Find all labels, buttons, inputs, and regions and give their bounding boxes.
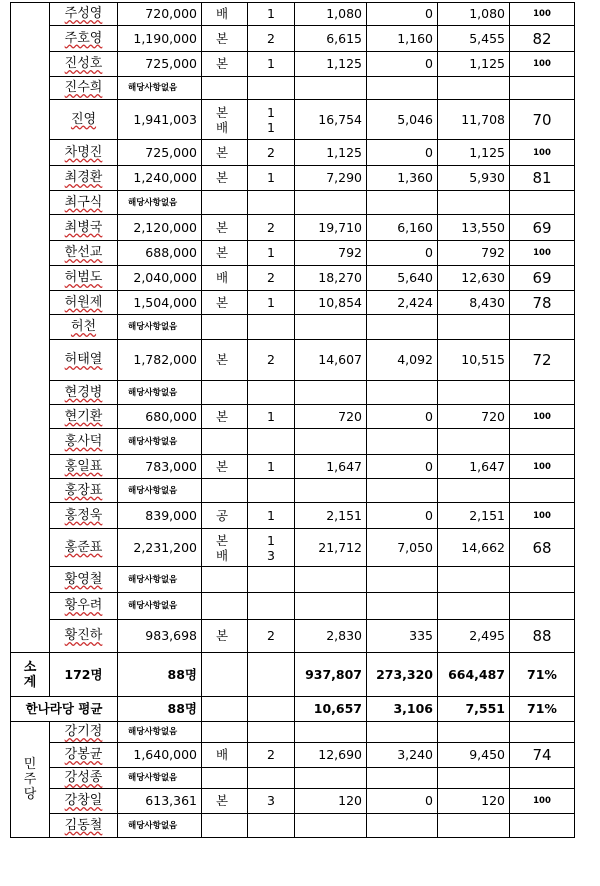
percent-cell: 71% [510,697,575,722]
value-cell: 10,515 [438,340,510,381]
empty-cell [295,814,367,838]
table-row [11,166,575,191]
value-cell: 5,455 [438,26,510,52]
type-cell: 본 [202,140,248,166]
empty-cell [202,381,248,405]
salary-cell: 983,698 [118,620,202,653]
empty-cell [202,429,248,455]
type-cell: 본 [202,215,248,241]
table-row [11,455,575,479]
table-row [11,266,575,291]
empty-cell [438,429,510,455]
empty-cell [438,722,510,743]
type-cell: 본 [202,455,248,479]
value-cell: 120 [295,789,367,814]
member-name: 홍일표 [50,455,118,479]
empty-cell [202,768,248,789]
value-cell: 11,708 [438,100,510,140]
party-label [11,722,50,838]
value-cell: 1,125 [438,140,510,166]
empty-cell [510,567,575,593]
value-cell: 2,151 [438,503,510,529]
empty-cell [202,814,248,838]
not-applicable-note: 해당사항없음 [118,77,202,100]
table-row [11,52,575,77]
table-row [11,768,575,789]
not-applicable-note: 해당사항없음 [118,381,202,405]
table-body [11,3,575,838]
empty-cell [248,697,295,722]
member-name: 현경병 [50,381,118,405]
filer-count: 88명 [118,653,202,697]
empty-cell [202,315,248,340]
member-name: 한선교 [50,241,118,266]
table-row [11,140,575,166]
count-cell: 1 [248,503,295,529]
value-cell: 720 [438,405,510,429]
empty-cell [510,768,575,789]
empty-cell [367,768,438,789]
count-cell: 1 [248,52,295,77]
value-cell: 2,424 [367,291,438,315]
salary-cell: 1,504,000 [118,291,202,315]
count-cell: 2 [248,140,295,166]
value-cell: 7,551 [438,697,510,722]
count-cell: 2 [248,266,295,291]
empty-cell [202,697,248,722]
value-cell: 19,710 [295,215,367,241]
table-row [11,593,575,620]
empty-cell [295,722,367,743]
percent-cell: 100 [510,455,575,479]
average-label: 한나라당 평균 [11,697,118,722]
member-name: 진영 [50,100,118,140]
value-cell: 1,647 [295,455,367,479]
empty-cell [367,567,438,593]
value-cell: 792 [438,241,510,266]
empty-cell [367,479,438,503]
empty-cell [295,315,367,340]
empty-cell [438,381,510,405]
salary-cell: 2,040,000 [118,266,202,291]
empty-cell [202,593,248,620]
value-cell: 273,320 [367,653,438,697]
empty-cell [438,77,510,100]
value-cell: 16,754 [295,100,367,140]
percent-cell: 100 [510,241,575,266]
table-row [11,722,575,743]
value-cell: 9,450 [438,743,510,768]
type-cell: 공 [202,503,248,529]
table-row [11,77,575,100]
empty-cell [367,429,438,455]
value-cell: 7,290 [295,166,367,191]
type-cell: 배 [202,743,248,768]
table-row [11,100,575,140]
empty-cell [202,479,248,503]
table-row [11,789,575,814]
empty-cell [295,77,367,100]
value-cell: 1,125 [438,52,510,77]
percent-cell: 69 [510,215,575,241]
value-cell: 5,046 [367,100,438,140]
empty-cell [510,315,575,340]
empty-cell [202,77,248,100]
empty-cell [367,593,438,620]
value-cell: 2,151 [295,503,367,529]
count-value: 3 [267,547,275,563]
value-cell: 2,830 [295,620,367,653]
filer-count: 88명 [118,697,202,722]
count-cell: 2 [248,340,295,381]
table-row [11,529,575,567]
value-cell: 21,712 [295,529,367,567]
member-name: 강봉균 [50,743,118,768]
empty-cell [248,77,295,100]
type-cell: 본 [202,291,248,315]
value-cell: 0 [367,3,438,26]
party-label-char: 주 [23,772,37,787]
type-cell: 본 [202,620,248,653]
not-applicable-note: 해당사항없음 [118,479,202,503]
value-cell: 18,270 [295,266,367,291]
subtotal-label-char: 계 [23,674,37,690]
table-row [11,291,575,315]
percent-cell: 81 [510,166,575,191]
empty-cell [295,768,367,789]
type-value: 배 [216,547,229,563]
table-row [11,503,575,529]
value-cell: 5,640 [367,266,438,291]
empty-cell [510,722,575,743]
not-applicable-note: 해당사항없음 [118,768,202,789]
type-value: 본 [216,104,229,120]
value-cell: 2,495 [438,620,510,653]
empty-cell [202,191,248,215]
empty-cell [367,814,438,838]
percent-cell: 82 [510,26,575,52]
member-name: 강기정 [50,722,118,743]
empty-cell [438,191,510,215]
salary-cell: 688,000 [118,241,202,266]
value-cell: 937,807 [295,653,367,697]
member-name: 허태열 [50,340,118,381]
value-cell: 10,854 [295,291,367,315]
member-name: 홍사덕 [50,429,118,455]
member-name: 허범도 [50,266,118,291]
empty-cell [510,191,575,215]
value-cell: 10,657 [295,697,367,722]
table-row [11,620,575,653]
table-row [11,381,575,405]
member-name: 강성종 [50,768,118,789]
member-name: 황우려 [50,593,118,620]
member-name: 홍정욱 [50,503,118,529]
empty-cell [248,429,295,455]
value-cell: 7,050 [367,529,438,567]
value-cell: 0 [367,405,438,429]
value-cell: 14,662 [438,529,510,567]
percent-cell: 68 [510,529,575,567]
salary-cell: 680,000 [118,405,202,429]
member-name: 주성영 [50,3,118,26]
salary-cell: 1,190,000 [118,26,202,52]
empty-cell [248,315,295,340]
percent-cell: 72 [510,340,575,381]
empty-cell [510,77,575,100]
value-cell: 3,240 [367,743,438,768]
party-label-char: 민 [23,757,37,772]
table-row [11,429,575,455]
type-cell: 본 [202,340,248,381]
empty-cell [438,567,510,593]
member-name: 김동철 [50,814,118,838]
value-cell: 1,360 [367,166,438,191]
count-cell: 3 [248,789,295,814]
empty-cell [295,479,367,503]
type-cell: 배 [202,3,248,26]
value-cell: 720 [295,405,367,429]
table-row [11,405,575,429]
table-row [11,191,575,215]
empty-cell [510,814,575,838]
value-cell: 120 [438,789,510,814]
type-cell: 본 [202,166,248,191]
percent-cell: 100 [510,503,575,529]
percent-cell: 100 [510,405,575,429]
member-name: 최병국 [50,215,118,241]
percent-cell: 71% [510,653,575,697]
value-cell: 8,430 [438,291,510,315]
count-cell: 1 [248,166,295,191]
expense-table [10,2,575,838]
empty-cell [248,768,295,789]
empty-cell [248,593,295,620]
party-label-char: 당 [23,787,37,802]
salary-cell: 1,782,000 [118,340,202,381]
table-row [11,215,575,241]
value-cell: 1,647 [438,455,510,479]
empty-cell [367,381,438,405]
type-cell: 본 [202,52,248,77]
empty-cell [248,567,295,593]
type-cell: 본 [202,789,248,814]
count-cell: 2 [248,215,295,241]
count-cell [248,529,295,567]
value-cell: 3,106 [367,697,438,722]
table-row [11,340,575,381]
member-name: 허원제 [50,291,118,315]
value-cell: 5,930 [438,166,510,191]
empty-cell [202,722,248,743]
not-applicable-note: 해당사항없음 [118,593,202,620]
value-cell: 0 [367,789,438,814]
value-cell: 1,080 [295,3,367,26]
type-cell: 본 [202,241,248,266]
member-name: 홍준표 [50,529,118,567]
empty-cell [295,429,367,455]
empty-cell [510,593,575,620]
subtotal-label [11,653,50,697]
count-cell: 2 [248,743,295,768]
empty-cell [295,593,367,620]
member-name: 최구식 [50,191,118,215]
salary-cell: 783,000 [118,455,202,479]
count-cell: 1 [248,455,295,479]
value-cell: 1,125 [295,52,367,77]
percent-cell: 100 [510,789,575,814]
empty-cell [510,429,575,455]
empty-cell [367,191,438,215]
type-cell [202,529,248,567]
value-cell: 792 [295,241,367,266]
salary-cell: 725,000 [118,52,202,77]
member-name: 홍장표 [50,479,118,503]
count-cell: 1 [248,3,295,26]
type-cell: 본 [202,405,248,429]
value-cell: 6,615 [295,26,367,52]
subtotal-label-char: 소 [23,659,37,675]
percent-cell: 100 [510,140,575,166]
count-cell: 1 [248,405,295,429]
percent-cell: 70 [510,100,575,140]
count-cell: 1 [248,291,295,315]
empty-cell [510,381,575,405]
empty-cell [438,315,510,340]
salary-cell: 2,231,200 [118,529,202,567]
member-name: 진성호 [50,52,118,77]
salary-cell: 1,640,000 [118,743,202,768]
table-row [11,3,575,26]
member-name: 진수희 [50,77,118,100]
empty-cell [248,653,295,697]
count-value: 1 [267,119,275,135]
member-name: 현기환 [50,405,118,429]
percent-cell: 100 [510,52,575,77]
empty-cell [510,479,575,503]
percent-cell: 74 [510,743,575,768]
percent-cell: 100 [510,3,575,26]
value-cell: 0 [367,455,438,479]
empty-cell [202,567,248,593]
type-value: 배 [216,119,229,135]
percent-cell: 88 [510,620,575,653]
empty-cell [295,567,367,593]
count-cell: 2 [248,620,295,653]
party-group-cell [11,3,50,653]
empty-cell [367,315,438,340]
salary-cell: 2,120,000 [118,215,202,241]
empty-cell [248,191,295,215]
empty-cell [248,722,295,743]
count-cell: 1 [248,241,295,266]
type-value: 본 [216,532,229,548]
empty-cell [295,191,367,215]
empty-cell [367,722,438,743]
empty-cell [438,814,510,838]
not-applicable-note: 해당사항없음 [118,191,202,215]
count-cell: 2 [248,26,295,52]
not-applicable-note: 해당사항없음 [118,567,202,593]
empty-cell [248,381,295,405]
salary-cell: 613,361 [118,789,202,814]
value-cell: 4,092 [367,340,438,381]
percent-cell: 69 [510,266,575,291]
value-cell: 6,160 [367,215,438,241]
not-applicable-note: 해당사항없음 [118,315,202,340]
value-cell: 0 [367,140,438,166]
table-row [11,315,575,340]
value-cell: 14,607 [295,340,367,381]
member-name: 주호영 [50,26,118,52]
subtotal-row [11,653,575,697]
table-row [11,743,575,768]
value-cell: 1,080 [438,3,510,26]
salary-cell: 720,000 [118,3,202,26]
empty-cell [202,653,248,697]
not-applicable-note: 해당사항없음 [118,814,202,838]
table-row [11,567,575,593]
salary-cell: 725,000 [118,140,202,166]
value-cell: 12,630 [438,266,510,291]
empty-cell [438,479,510,503]
value-cell: 1,160 [367,26,438,52]
percent-cell: 78 [510,291,575,315]
member-name: 차명진 [50,140,118,166]
empty-cell [438,593,510,620]
member-name: 황진하 [50,620,118,653]
member-name: 최경환 [50,166,118,191]
average-row [11,697,575,722]
table-row [11,479,575,503]
count-value: 1 [267,532,275,548]
member-name: 허천 [50,315,118,340]
table-row [11,26,575,52]
salary-cell: 1,240,000 [118,166,202,191]
value-cell: 13,550 [438,215,510,241]
empty-cell [367,77,438,100]
member-name: 강창일 [50,789,118,814]
value-cell: 0 [367,503,438,529]
value-cell: 0 [367,241,438,266]
member-name: 황영철 [50,567,118,593]
member-count: 172명 [50,653,118,697]
empty-cell [248,814,295,838]
value-cell: 1,125 [295,140,367,166]
not-applicable-note: 해당사항없음 [118,722,202,743]
type-cell: 본 [202,26,248,52]
type-cell [202,100,248,140]
value-cell: 12,690 [295,743,367,768]
empty-cell [248,479,295,503]
value-cell: 0 [367,52,438,77]
salary-cell: 839,000 [118,503,202,529]
table-row [11,241,575,266]
empty-cell [295,381,367,405]
count-cell [248,100,295,140]
value-cell: 335 [367,620,438,653]
salary-cell: 1,941,003 [118,100,202,140]
not-applicable-note: 해당사항없음 [118,429,202,455]
value-cell: 664,487 [438,653,510,697]
count-value: 1 [267,104,275,120]
empty-cell [438,768,510,789]
type-cell: 배 [202,266,248,291]
table-row [11,814,575,838]
